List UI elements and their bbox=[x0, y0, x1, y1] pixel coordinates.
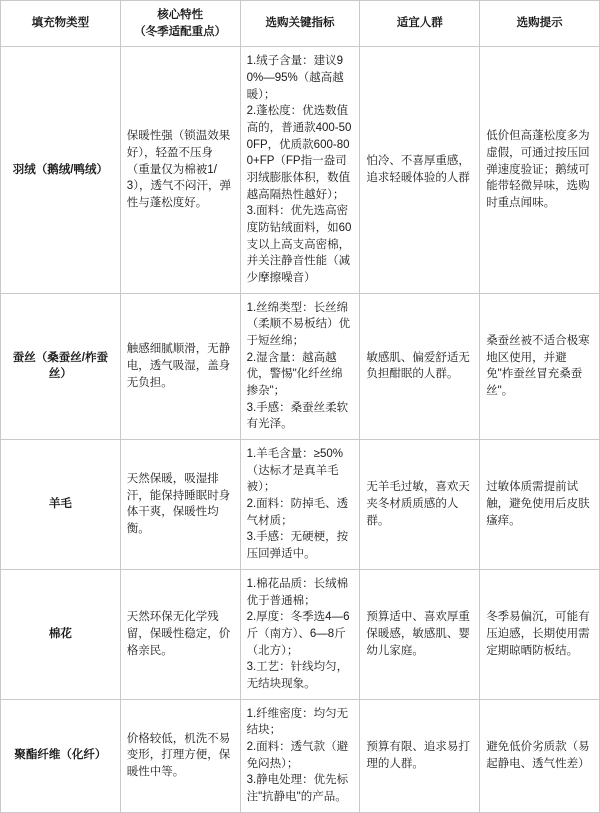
metric-line: 1.丝绵类型：长丝绵（柔顺不易板结）优于短丝绵； bbox=[246, 301, 351, 348]
column-header-type-main: 填充物类型 bbox=[31, 17, 90, 30]
column-header-people bbox=[360, 1, 480, 47]
metric-line: 3.静电处理：优先标注"抗静电"的产品。 bbox=[246, 774, 349, 803]
column-header-metrics-main: 选购关键指标 bbox=[265, 17, 335, 30]
cell-tips: 桑蚕丝被不适合极寒地区使用，并避免"柞蚕丝冒充桑蚕丝"。 bbox=[480, 293, 600, 439]
column-header-people-main: 适宜人群 bbox=[396, 17, 443, 30]
table-header-row bbox=[1, 1, 600, 47]
cell-metrics bbox=[240, 569, 360, 699]
column-header-type bbox=[1, 1, 121, 47]
cell-people: 预算适中、喜欢厚重保暖感，敏感肌、婴幼儿家庭。 bbox=[360, 569, 480, 699]
metric-line: 2.厚度：冬季选4—6斤（南方）、6—8斤（北方）； bbox=[246, 611, 350, 657]
table-row bbox=[1, 699, 600, 812]
cell-type: 羽绒（鹅绒/鸭绒） bbox=[1, 47, 121, 293]
table-row bbox=[1, 569, 600, 699]
cell-type: 聚酯纤维（化纤） bbox=[1, 699, 121, 812]
metric-line: 2.面料：透气款（避免闷热）； bbox=[246, 740, 349, 770]
column-header-tips bbox=[480, 1, 600, 47]
cell-metrics bbox=[240, 293, 360, 439]
cell-people: 敏感肌、偏爱舒适无负担酣眠的人群。 bbox=[360, 293, 480, 439]
cell-people: 预算有限、追求易打理的人群。 bbox=[360, 699, 480, 812]
cell-people: 无羊毛过敏，喜欢天夹冬材质质感的人群。 bbox=[360, 440, 480, 570]
column-header-core bbox=[120, 1, 240, 47]
table-body bbox=[1, 47, 600, 812]
cell-core: 保暖性强（锁温效果好），轻盈不压身（重量仅为棉被1/3），透气不闷汗，弹性与蓬松度好。 bbox=[120, 47, 240, 293]
metric-line: 3.手感：桑蚕丝柔软有光泽。 bbox=[246, 401, 349, 431]
cell-metrics bbox=[240, 699, 360, 812]
metric-line: 3.工艺：针线均匀，无结块现象。 bbox=[246, 661, 349, 690]
column-header-core-sub: （冬季适配重点） bbox=[134, 25, 227, 38]
cell-type: 棉花 bbox=[1, 569, 121, 699]
table-header bbox=[1, 1, 600, 47]
cell-tips: 避免低价劣质款（易起静电、透气性差） bbox=[480, 699, 600, 812]
metric-line: 2.蓬松度：优选数值高的，普通款400-500FP，优质款600-800+FP（FP指一盎司羽绒膨胀体积，数值越高隔热性越好）； bbox=[246, 105, 352, 201]
cell-people: 怕冷、不喜厚重感，追求轻暖体验的人群 bbox=[360, 47, 480, 293]
cell-type: 羊毛 bbox=[1, 440, 121, 570]
cell-tips: 过敏体质需提前试触，避免使用后皮肤瘙痒。 bbox=[480, 440, 600, 570]
cell-core: 触感细腻顺滑，无静电，透气吸湿，盖身无负担。 bbox=[120, 293, 240, 439]
column-header-metrics bbox=[240, 1, 360, 47]
metric-line: 2.面料：防掉毛、透气材质； bbox=[246, 498, 349, 527]
cell-tips: 冬季易偏沉，可能有压迫感，长期使用需定期晾晒防板结。 bbox=[480, 569, 600, 699]
cell-core: 天然环保无化学残留，保暖性稳定，价格亲民。 bbox=[120, 569, 240, 699]
cell-tips: 低价但高蓬松度多为虚假，可通过按压回弹速度验证；鹅绒可能带轻微异味，选购时重点闻味。 bbox=[480, 47, 600, 293]
table-row bbox=[1, 440, 600, 570]
table-row bbox=[1, 47, 600, 293]
metric-line: 2.湿含量：越高越优，警惕"化纤丝绵掺杂"； bbox=[246, 351, 343, 398]
table-row bbox=[1, 293, 600, 439]
metric-line: 3.面料：优先选高密度防钻绒面料，如60支以上高支高密棉，并关注静音性能（减少摩擦噪音） bbox=[246, 205, 352, 285]
cell-core: 天然保暖，吸湿排汗，能保持睡眠时身体干爽，保暖性均衡。 bbox=[120, 440, 240, 570]
metric-line: 1.纤维密度：均匀无结块； bbox=[246, 707, 349, 737]
metric-line: 3.手感：无硬梗，按压回弹适中。 bbox=[246, 531, 349, 561]
metric-line: 1.绒子含量：建议90%—95%（越高越暖）； bbox=[246, 55, 344, 101]
cell-type: 蚕丝（桑蚕丝/柞蚕丝） bbox=[1, 293, 121, 439]
cell-metrics bbox=[240, 440, 360, 570]
column-header-tips-main: 选购提示 bbox=[516, 17, 563, 30]
column-header-core-main: 核心特性 bbox=[157, 9, 204, 21]
cell-metrics bbox=[240, 47, 360, 293]
cell-core: 价格较低，机洗不易变形，打理方便，保暖性中等。 bbox=[120, 699, 240, 812]
metric-line: 1.棉花品质：长绒棉优于普通棉； bbox=[246, 577, 349, 607]
metric-line: 1.羊毛含量：≥50%（达标才是真羊毛被）； bbox=[246, 448, 344, 494]
